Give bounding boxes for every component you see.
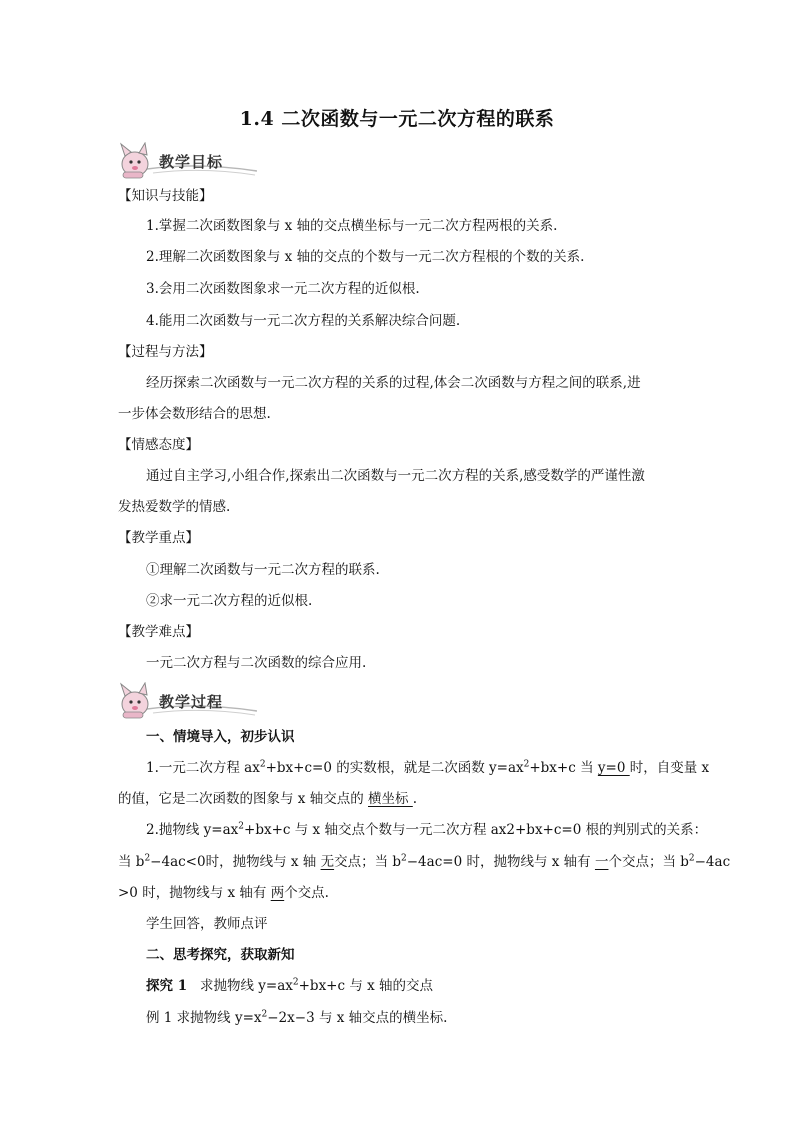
fill-blank-answer: 横坐标 <box>368 791 413 807</box>
paragraph-line: 的值，它是二次函数的图象与 x 轴交点的 横坐标 . <box>118 791 418 807</box>
key-point-item: ①理解二次函数与一元二次方程的联系. <box>146 562 380 578</box>
key-point-item: ②求一元二次方程的近似根. <box>146 593 313 609</box>
objective-item: 4.能用二次函数与一元二次方程的关系解决综合问题. <box>146 313 461 329</box>
fill-blank-answer: 一 <box>594 854 609 870</box>
paragraph-line: 经历探索二次函数与一元二次方程的关系的过程,体会二次函数与方程之间的联系,进 <box>146 375 641 391</box>
heading-knowledge: 【知识与技能】 <box>118 188 213 204</box>
paragraph-line: 1.一元二次方程 $ax^2+bx+c=0$ 的实数根，就是二次函数 $y=ax^2+bx+c$ 当 y=0 时，自变量 x <box>146 759 710 776</box>
paragraph-line: 当 $b^2-4ac<0$时，抛物线与 x 轴 无交点；当 $b^2-4ac=0$ 时，抛物线与 x 轴有 一个交点；当 $b^2-4ac$ <box>118 853 731 870</box>
paragraph-line: 通过自主学习,小组合作,探索出二次函数与一元二次方程的关系,感受数学的严谨性激 <box>146 468 645 484</box>
paragraph-line: 学生回答，教师点评 <box>146 916 268 932</box>
section-badge-label: 教学过程 <box>159 693 224 711</box>
page-title: 1.4 二次函数与一元二次方程的联系 <box>239 108 555 130</box>
paragraph-line: 一步体会数形结合的思想. <box>118 406 271 422</box>
heading-process: 【过程与方法】 <box>118 344 213 360</box>
heading-difficult-points: 【教学难点】 <box>118 624 199 640</box>
paragraph-line: 发热爱数学的情感. <box>118 499 231 515</box>
objective-item: 1.掌握二次函数图象与 x 轴的交点横坐标与一元二次方程两根的关系. <box>146 218 558 234</box>
paragraph-line: 探究 1 求抛物线 $y=ax^2+bx+c$ 与 x 轴的交点 <box>146 977 434 994</box>
difficult-point-line: 一元二次方程与二次函数的综合应用. <box>146 655 367 671</box>
section-badge-label: 教学目标 <box>159 153 224 171</box>
fill-blank-answer: 两 <box>270 885 285 901</box>
fill-blank-answer: 无 <box>320 854 335 870</box>
heading-emotion: 【情感态度】 <box>118 437 199 453</box>
step-heading: 一、情境导入，初步认识 <box>146 729 295 745</box>
paragraph-line: 例 1 求抛物线 $y=x^2-2x-3$ 与 x 轴交点的横坐标. <box>146 1009 448 1026</box>
heading-key-points: 【教学重点】 <box>118 530 199 546</box>
objective-item: 3.会用二次函数图象求一元二次方程的近似根. <box>146 281 420 297</box>
objective-item: 2.理解二次函数图象与 x 轴的交点的个数与一元二次方程根的个数的关系. <box>146 249 585 265</box>
step-heading: 二、思考探究，获取新知 <box>146 947 295 963</box>
section-badge-objectives <box>117 142 257 180</box>
fill-blank-answer: y=0 <box>597 760 630 776</box>
paragraph-line: 2.抛物线 $y=ax^2+bx+c$ 与 x 轴交点个数与一元二次方程 ax2+bx+c=0 根的判别式的关系： <box>146 821 708 838</box>
explore-label: 探究 1 <box>146 978 188 994</box>
section-badge-process <box>117 682 257 720</box>
paragraph-line: >0 时，抛物线与 x 轴有 两个交点. <box>118 885 329 901</box>
